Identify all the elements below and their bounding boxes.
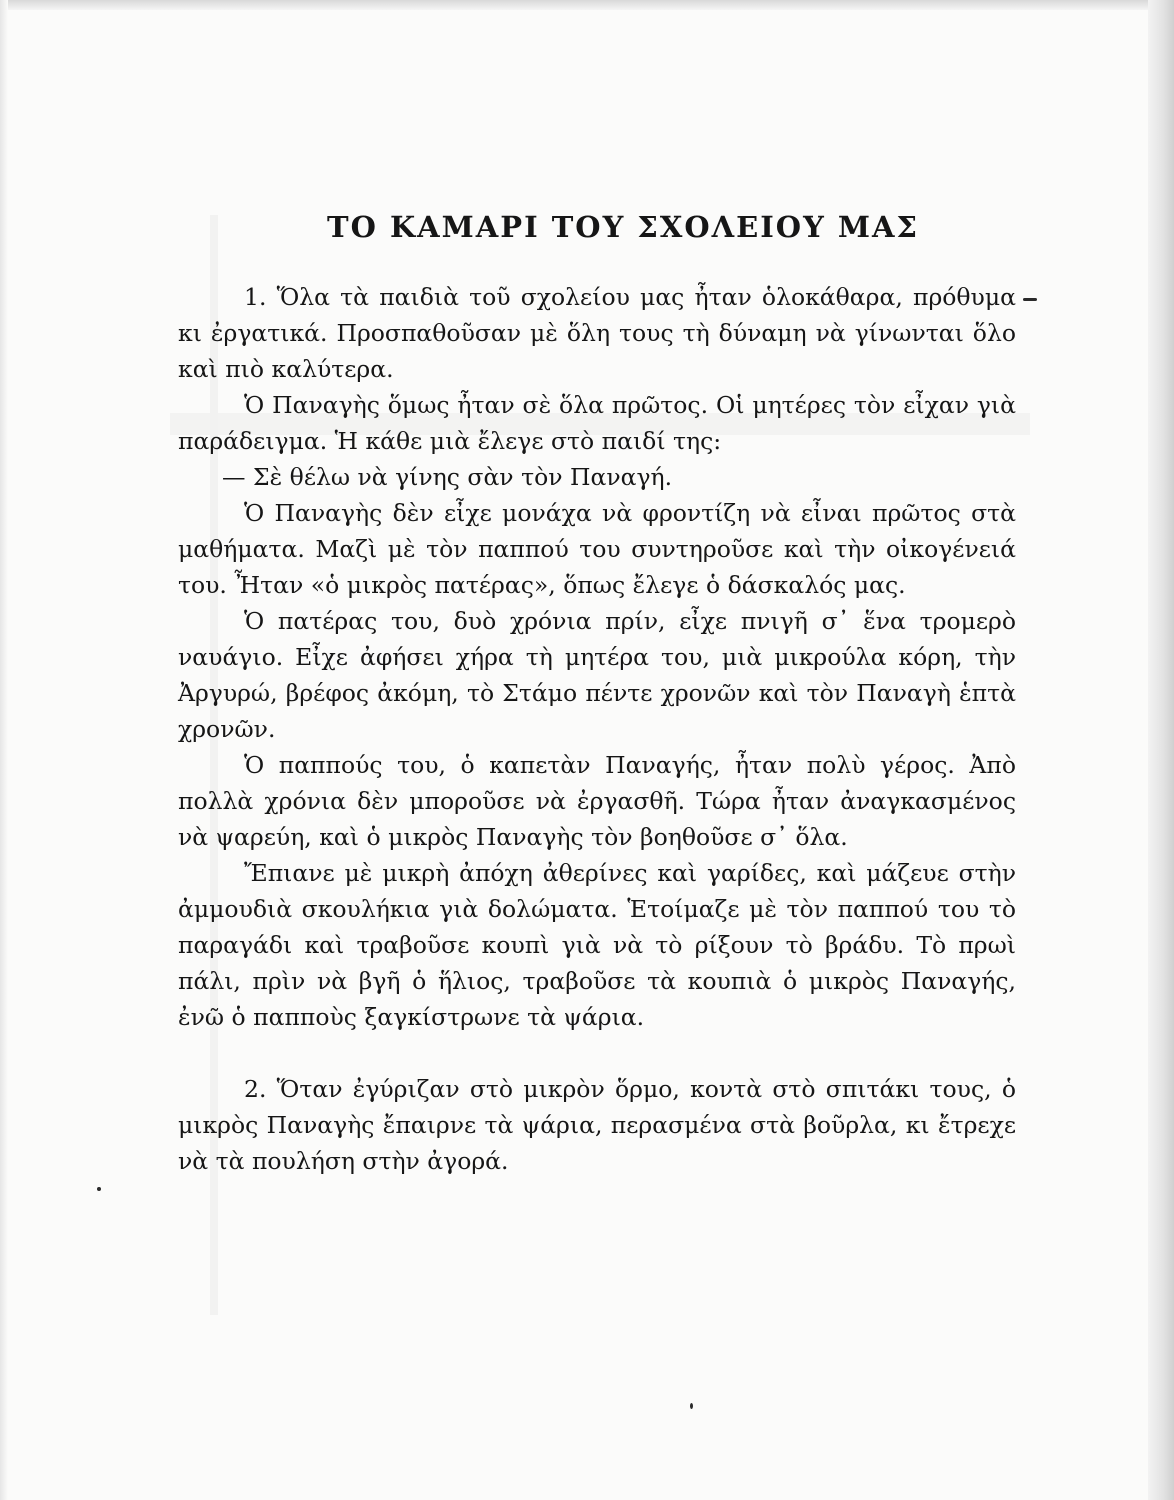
section2-paragraph-1: 2. Ὅταν ἐγύριζαν στὸ μικρὸν ὅρμο, κοντὰ στὸ σπιτάκι τους, ὁ μικρὸς Παναγὴς ἔπαιρνε τὰ ψάρια, περασμένα στὰ βοῦρλα, κι ἔτρεχε νὰ τὰ πουλήση στὴν ἀγορά. <box>178 1075 1016 1175</box>
section1-paragraph-2: Ὁ Παναγὴς ὅμως ἦταν σὲ ὅλα πρῶτος. Οἱ μητέρες τὸν εἶχαν γιὰ παράδειγμα. Ἡ κάθε μιὰ ἔλεγε στὸ παιδί της: <box>178 391 1016 455</box>
page-top-edge <box>0 0 1174 10</box>
scan-speck <box>690 1403 693 1409</box>
section1-dialogue-line: — Σὲ θέλω νὰ γίνης σὰν τὸν Παναγή. <box>222 463 673 491</box>
text-body <box>178 205 1016 1179</box>
section-spacer <box>178 1035 1016 1071</box>
section1-paragraph-6: Ὁ παππούς του, ὁ καπετὰν Παναγής, ἦταν πολὺ γέρος. Ἀπὸ πολλὰ χρόνια δὲν μποροῦσε νὰ ἐργασθῆ. Τώρα ἦταν ἀναγκασμένος νὰ ψαρεύη, καὶ ὁ μικρὸς Παναγὴς τὸν βοηθοῦσε σ᾽ ὅλα. <box>178 751 1016 851</box>
scan-speck <box>1023 298 1037 301</box>
page-left-edge <box>0 0 8 1500</box>
section1-paragraph-5: Ὁ πατέρας του, δυὸ χρόνια πρίν, εἶχε πνιγῆ σ᾽ ἕνα τρομερὸ ναυάγιο. Εἶχε ἀφήσει χήρα τὴ μητέρα του, μιὰ μικρούλα κόρη, τὴν Ἀργυρώ, βρέφος ἀκόμη, τὸ Στάμο πέντε χρονῶν καὶ τὸν Παναγὴ ἑπτὰ χρονῶν. <box>178 607 1016 743</box>
scan-speck <box>97 1187 101 1191</box>
page-right-edge <box>1148 0 1174 1500</box>
section1-paragraph-1: 1. Ὅλα τὰ παιδιὰ τοῦ σχολείου μας ἦταν ὁλοκάθαρα, πρόθυμα κι ἐργατικά. Προσπαθοῦσαν μὲ ὅλη τους τὴ δύναμη νὰ γίνωνται ὅλο καὶ πιὸ καλύτερα. <box>178 283 1016 383</box>
page-title: ΤΟ ΚΑΜΑΡΙ ΤΟΥ ΣΧΟΛΕΙΟΥ ΜΑΣ <box>327 210 919 244</box>
section1-paragraph-4: Ὁ Παναγὴς δὲν εἶχε μονάχα νὰ φροντίζη νὰ εἶναι πρῶτος στὰ μαθήματα. Μαζὶ μὲ τὸν παππού του συντηροῦσε καὶ τὴν οἰκογένειά του. Ἦταν «ὁ μικρὸς πατέρας», ὅπως ἔλεγε ὁ δάσκαλός μας. <box>178 499 1016 599</box>
section1-paragraph-7: Ἔπιανε μὲ μικρὴ ἀπόχη ἀθερίνες καὶ γαρίδες, καὶ μάζευε στὴν ἀμμουδιὰ σκουλήκια γιὰ δολώματα. Ἑτοίμαζε μὲ τὸν παππού του τὸ παραγάδι καὶ τραβοῦσε κουπὶ γιὰ νὰ τὸ ρίξουν τὸ βράδυ. Τὸ πρωὶ πάλι, πρὶν νὰ βγῆ ὁ ἥλιος, τραβοῦσε τὰ κουπιὰ ὁ μικρὸς Παναγής, ἐνῶ ὁ παπποὺς ξαγκίστρωνε τὰ ψάρια. <box>178 859 1016 1031</box>
